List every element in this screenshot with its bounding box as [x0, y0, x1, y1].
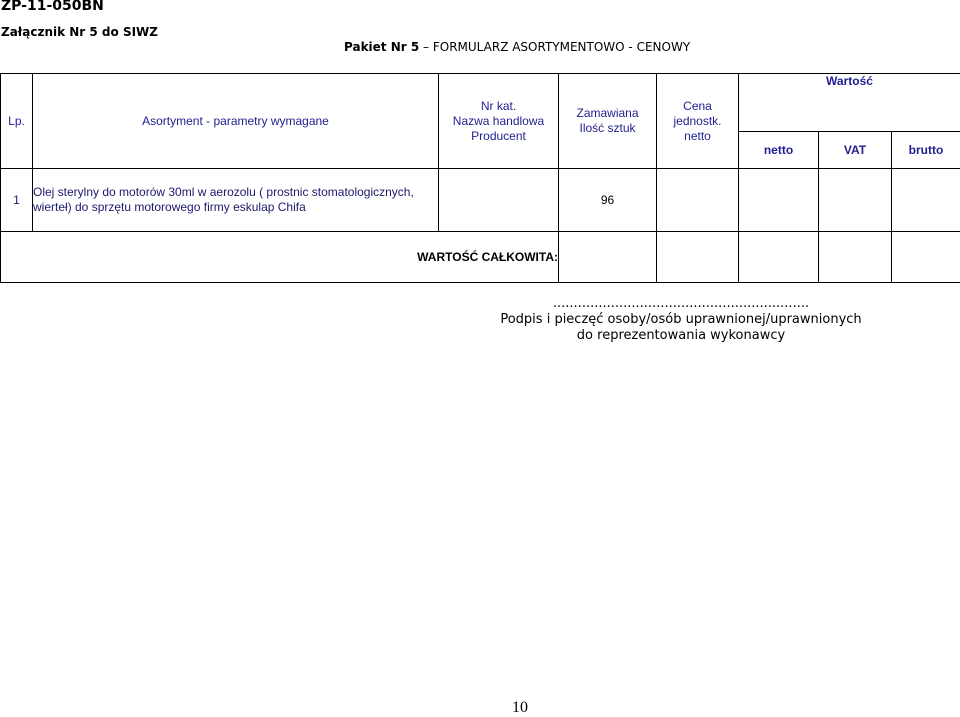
header-asortyment: Asortyment - parametry wymagane: [33, 74, 439, 169]
header-producent: Producent: [439, 129, 558, 144]
signature-caption-2: do reprezentowania wykonawcy: [486, 328, 876, 344]
document-code: ZP-11-050BN: [1, 0, 104, 14]
row-vat-cell: [819, 169, 892, 232]
row-nr-kat-cell: [439, 169, 559, 232]
table-row: [1, 169, 960, 232]
header-lp: Lp.: [1, 74, 33, 169]
header-cena-netto: netto: [657, 129, 738, 144]
header-zamawiana: [559, 74, 657, 169]
header-ilosc: Ilość sztuk: [559, 121, 656, 136]
header-cena-line: Cena: [657, 99, 738, 114]
header-vat: VAT: [819, 132, 892, 169]
header-netto: netto: [739, 132, 819, 169]
header-brutto: brutto: [892, 132, 960, 169]
signature-block: [486, 296, 876, 344]
row-description: Olej sterylny do motorów 30ml w aerozolu ( prostnic stomatologicznych, wierteł) do sprzętu motorowego firmy eskulap Chifa: [33, 169, 439, 232]
total-label: WARTOŚĆ CAŁKOWITA:: [1, 232, 559, 283]
row-brutto-cell: [892, 169, 960, 232]
header-jednostk: jednostk.: [657, 114, 738, 129]
header-zamawiana-line: Zamawiana: [559, 106, 656, 121]
pakiet-title: – FORMULARZ ASORTYMENTOWO - CENOWY: [423, 40, 690, 54]
header-wartosc: Wartość: [739, 74, 960, 132]
total-vat-cell: [819, 232, 892, 283]
header-nr-kat-line: Nr kat.: [439, 99, 558, 114]
page-number: 10: [512, 699, 528, 717]
row-quantity: 96: [559, 169, 657, 232]
row-lp: 1: [1, 169, 33, 232]
pakiet-number: Pakiet Nr 5: [344, 40, 419, 54]
header-cena: [657, 74, 739, 169]
total-brutto-cell: [892, 232, 960, 283]
table-header-row: [1, 74, 960, 132]
row-price-cell: [657, 169, 739, 232]
header-nr-kat: [439, 74, 559, 169]
form-title: [344, 40, 690, 54]
signature-caption-1: Podpis i pieczęć osoby/osób uprawnionej/uprawnionych: [486, 312, 876, 328]
total-empty-1: [559, 232, 657, 283]
row-netto-cell: [739, 169, 819, 232]
total-row: [1, 232, 960, 283]
price-form-table: [0, 73, 960, 283]
header-nazwa-handlowa: Nazwa handlowa: [439, 114, 558, 129]
signature-line: ..............................................................: [486, 296, 876, 312]
total-netto-cell: [739, 232, 819, 283]
total-empty-2: [657, 232, 739, 283]
attachment-label: Załącznik Nr 5 do SIWZ: [1, 25, 158, 39]
